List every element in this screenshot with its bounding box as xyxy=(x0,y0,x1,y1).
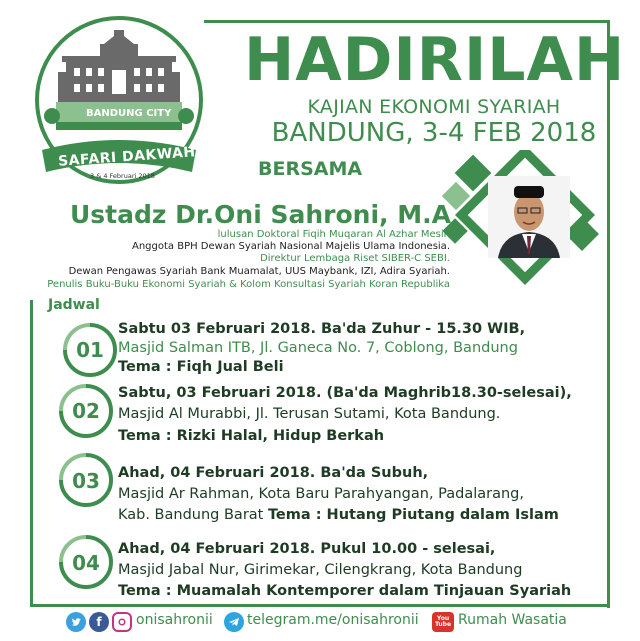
schedule-time: Ahad, 04 Februari 2018. Pukul 10.00 - selesai, xyxy=(118,541,496,557)
schedule-number: 04 xyxy=(72,551,100,575)
frame-top-line xyxy=(204,20,610,23)
schedule-place: Masjid Al Murabbi, Jl. Terusan Sutami, Kota Bandung. xyxy=(118,406,501,422)
schedule-theme: Tema : Fiqh Jual Beli xyxy=(118,359,284,375)
youtube-channel[interactable]: Rumah Wasatia xyxy=(458,612,567,628)
schedule-place-cont: Kab. Bandung Barat xyxy=(118,507,264,523)
page-title: HADIRILAH xyxy=(244,25,626,95)
youtube-label: You Tube xyxy=(434,615,452,628)
speaker-bio-line: Dewan Pengawas Syariah Bank Muamalat, UUS Maybank, IZI, Adira Syariah. xyxy=(68,266,450,277)
speaker-portrait xyxy=(488,176,570,258)
logo-city-text: BANDUNG CITY xyxy=(86,108,172,119)
schedule-number: 03 xyxy=(72,469,100,493)
schedule-time: Sabtu, 03 Februari 2018. (Ba'da Maghrib18.30-selesai), xyxy=(118,385,572,401)
event-subtitle: KAJIAN EKONOMI SYARIAH xyxy=(307,96,561,118)
event-date: BANDUNG, 3-4 FEB 2018 xyxy=(271,118,597,148)
schedule-time: Sabtu 03 Februari 2018. Ba'da Zuhur - 15.30 WIB, xyxy=(118,321,526,337)
speaker-bio-line: lulusan Doktoral Fiqih Muqaran Al Azhar Mesir. xyxy=(217,229,450,240)
speaker-photo xyxy=(488,176,570,258)
safari-dakwah-logo xyxy=(34,12,204,192)
schedule-place: Masjid Jabal Nur, Girimekar, Cilengkrang, Kota Bandung xyxy=(118,562,523,578)
schedule-theme: Tema : Rizki Halal, Hidup Berkah xyxy=(118,428,385,444)
social-handle[interactable]: onisahronii xyxy=(136,612,213,628)
schedule-place: Masjid Salman ITB, Jl. Ganeca No. 7, Coblong, Bandung xyxy=(118,340,518,356)
schedule-place-line-2 xyxy=(118,507,559,523)
logo-date-text: 3 & 4 Februari 2018 xyxy=(90,172,155,180)
schedule-theme: Tema : Hutang Piutang dalam Islam xyxy=(267,507,559,523)
speaker-name: Ustadz Dr.Oni Sahroni, M.A xyxy=(70,200,451,229)
speaker-bio-line: Direktur Lembaga Riset SIBER-C SEBI. xyxy=(260,253,450,264)
instagram-icon[interactable] xyxy=(112,612,132,632)
schedule-label: Jadwal xyxy=(48,297,100,313)
telegram-link[interactable]: telegram.me/onisahronii xyxy=(247,612,419,628)
frame-left-line xyxy=(30,300,33,606)
speaker-bio-line: Anggota BPH Dewan Syariah Nasional Majelis Ulama Indonesia. xyxy=(132,241,450,252)
youtube-icon[interactable] xyxy=(432,612,454,632)
facebook-icon[interactable]: f xyxy=(89,612,109,632)
schedule-place: Masjid Ar Rahman, Kota Baru Parahyangan, Padalarang, xyxy=(118,486,524,502)
logo-banner-text: SAFARI DAKWAH xyxy=(57,144,197,170)
twitter-icon[interactable] xyxy=(66,612,86,632)
schedule-time: Ahad, 04 Februari 2018. Ba'da Subuh, xyxy=(118,465,429,481)
with-label: BERSAMA xyxy=(258,158,363,180)
speaker-bio-line: Penulis Buku-Buku Ekonomi Syariah & Kolom Konsultasi Syariah Koran Republika xyxy=(47,279,450,290)
telegram-icon[interactable] xyxy=(224,612,244,632)
schedule-theme: Tema : Muamalah Kontemporer dalam Tinjauan Syariah xyxy=(118,583,572,599)
schedule-number: 01 xyxy=(76,338,104,362)
schedule-number: 02 xyxy=(72,399,100,423)
